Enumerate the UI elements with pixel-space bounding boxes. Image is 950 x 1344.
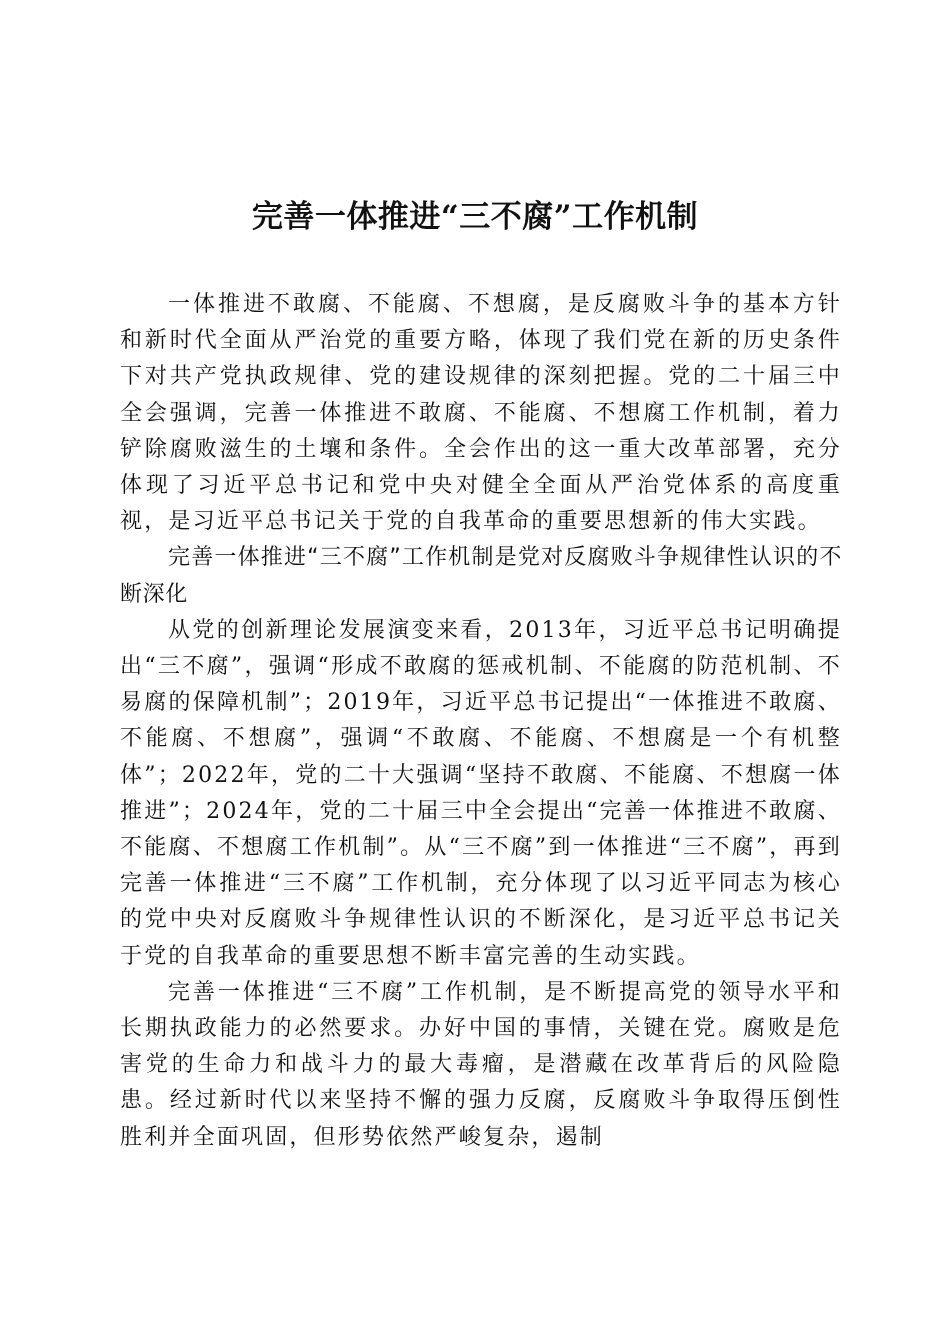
section-subheading: 完善一体推进“三不腐”工作机制是党对反腐败斗争规律性认识的不断深化 <box>120 545 842 607</box>
paragraph-history: 从党的创新理论发展演变来看，2013年，习近平总书记明确提出“三不腐”，强调“形成不敢腐的惩戒机制、不能腐的防范机制、不易腐的保障机制”；2019年，习近平总书记提出“一体推进不敢腐、不能腐、不想腐”，强调“不敢腐、不能腐、不想腐是一个有机整体”；2022年，党的二十大强调“坚持不敢腐、不能腐、不想腐一体推进”；2024年，党的二十届三中全会提出“完善一体推进不敢腐、不能腐、不想腐工作机制”。从“三不腐”到一体推进“三不腐”，再到完善一体推进“三不腐”工作机制，充分体现了以习近平同志为核心的党中央对反腐败斗争规律性认识的不断深化，是习近平总书记关于党的自我革命的重要思想不断丰富完善的生动实践。 <box>120 617 842 969</box>
document-body <box>120 287 842 1156</box>
document-title: 完善一体推进“三不腐”工作机制 <box>251 199 699 235</box>
paragraph-requirement: 完善一体推进“三不腐”工作机制，是不断提高党的领导水平和长期执政能力的必然要求。办好中国的事情，关键在党。腐败是危害党的生命力和战斗力的最大毒瘤，是潜藏在改革背后的风险隐患。经过新时代以来坚持不懈的强力反腐，反腐败斗争取得压倒性胜利并全面巩固，但形势依然严峻复杂，遏制 <box>120 979 842 1150</box>
paragraph-intro: 一体推进不敢腐、不能腐、不想腐，是反腐败斗争的基本方针和新时代全面从严治党的重要方略，体现了我们党在新的历史条件下对共产党执政规律、党的建设规律的深刻把握。党的二十届三中全会强调，完善一体推进不敢腐、不能腐、不想腐工作机制，着力铲除腐败滋生的土壤和条件。全会作出的这一重大改革部署，充分体现了习近平总书记和党中央对健全全面从严治党体系的高度重视，是习近平总书记关于党的自我革命的重要思想新的伟大实践。 <box>120 292 842 535</box>
